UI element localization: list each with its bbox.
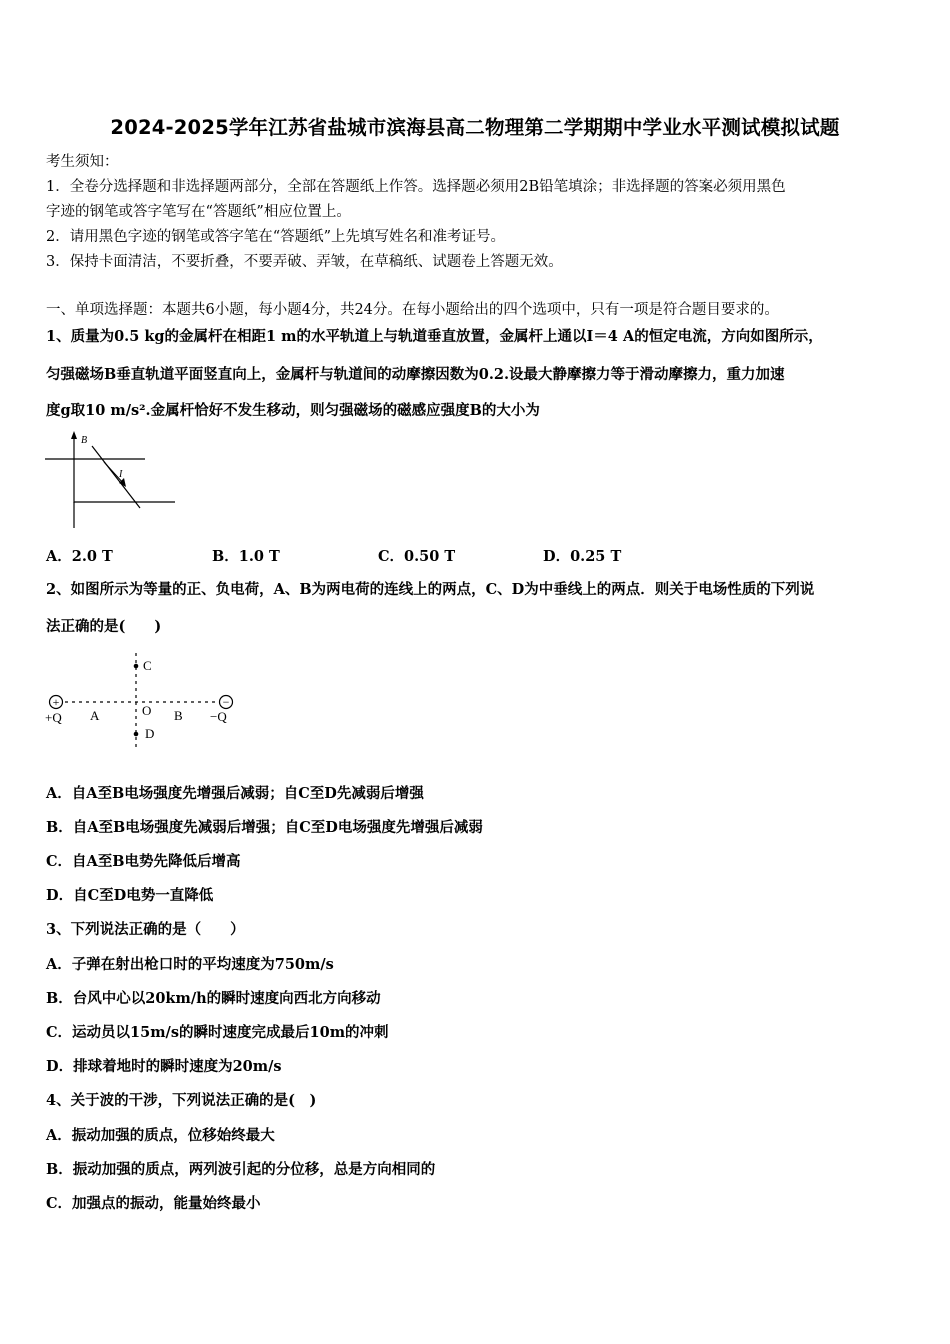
notice-line: 字迹的钢笔或答字笔写在“答题纸”相应位置上。 xyxy=(46,204,351,220)
q2-option-b: B．自A至B电场强度先减弱后增强；自C至D电场强度先增强后减弱 xyxy=(46,819,483,836)
negative-sign: − xyxy=(222,695,230,709)
q1-rail-figure xyxy=(40,428,190,533)
notice-line: 3．保持卡面清洁，不要折叠，不要弄破、弄皱，在草稿纸、试题卷上答题无效。 xyxy=(46,254,563,270)
q4-stem: 4、关于波的干涉，下列说法正确的是( ) xyxy=(46,1092,317,1109)
q2-stem-line: 法正确的是( ) xyxy=(46,618,162,635)
q1-option-c: C．0.50 T xyxy=(378,548,456,565)
point-d xyxy=(134,732,139,737)
q3-option-b: B．台风中心以20km/h的瞬时速度向西北方向移动 xyxy=(46,990,381,1007)
positive-charge-label: +Q xyxy=(45,710,62,725)
notice-line: 2．请用黑色字迹的钢笔或答字笔在“答题纸”上先填写姓名和准考证号。 xyxy=(46,229,506,245)
point-c xyxy=(134,664,139,669)
q3-option-a: A．子弹在射出枪口时的平均速度为750m/s xyxy=(46,956,334,973)
point-o-label: O xyxy=(142,703,152,718)
positive-sign: + xyxy=(52,695,60,709)
q2-charge-figure xyxy=(40,648,250,754)
q1-option-d: D．0.25 T xyxy=(543,548,622,565)
q1-option-b: B．1.0 T xyxy=(212,548,280,565)
q3-option-d: D．排球着地时的瞬时速度为20m/s xyxy=(46,1058,282,1075)
notice-heading: 考生须知： xyxy=(46,154,119,170)
q1-option-a: A．2.0 T xyxy=(46,548,113,565)
q4-option-b: B．振动加强的质点，两列波引起的分位移，总是方向相同的 xyxy=(46,1161,436,1178)
point-a-label: A xyxy=(90,708,100,723)
q1-stem-line: 匀强磁场B垂直轨道平面竖直向上，金属杆与轨道间的动摩擦因数为0.2.设最大静摩擦力等于滑动摩擦力，重力加速 xyxy=(46,366,785,383)
q3-option-c: C．运动员以15m/s的瞬时速度完成最后10m的冲刺 xyxy=(46,1024,389,1041)
q2-option-c: C．自A至B电势先降低后增高 xyxy=(46,853,241,870)
q4-option-c: C．加强点的振动，能量始终最小 xyxy=(46,1195,261,1212)
point-d-label: D xyxy=(145,726,155,741)
q2-stem-line: 2、如图所示为等量的正、负电荷，A、B为两电荷的连线上的两点，C、D为中垂线上的两点．则关于电场性质的下列说 xyxy=(46,581,815,598)
b-field-label: B xyxy=(81,435,88,446)
metal-rod xyxy=(92,446,140,508)
current-label: I xyxy=(119,469,123,480)
q1-stem-line: 1、质量为0.5 kg的金属杆在相距1 m的水平轨道上与轨道垂直放置，金属杆上通以I＝4 A的恒定电流，方向如图所示， xyxy=(46,328,823,345)
negative-charge-label: −Q xyxy=(210,709,227,724)
notice-line: 1．全卷分选择题和非选择题两部分，全部在答题纸上作答。选择题必须用2B铅笔填涂；非选择题的答案必须用黑色 xyxy=(46,179,786,195)
point-c-label: C xyxy=(143,658,152,673)
q2-option-a: A．自A至B电场强度先增强后减弱；自C至D先减弱后增强 xyxy=(46,785,424,802)
page-title: 2024-2025学年江苏省盐城市滨海县高二物理第二学期期中学业水平测试模拟试题 xyxy=(110,116,840,139)
q1-stem-line: 度g取10 m/s².金属杆恰好不发生移动，则匀强磁场的磁感应强度B的大小为 xyxy=(46,402,540,419)
q3-stem: 3、下列说法正确的是（ ） xyxy=(46,921,245,938)
q4-option-a: A．振动加强的质点，位移始终最大 xyxy=(46,1127,275,1144)
section-heading: 一、单项选择题：本题共6小题，每小题4分，共24分。在每小题给出的四个选项中，只有一项是符合题目要求的。 xyxy=(46,302,779,318)
b-field-arrowhead xyxy=(71,431,77,439)
q2-option-d: D．自C至D电势一直降低 xyxy=(46,887,214,904)
point-b-label: B xyxy=(174,708,183,723)
